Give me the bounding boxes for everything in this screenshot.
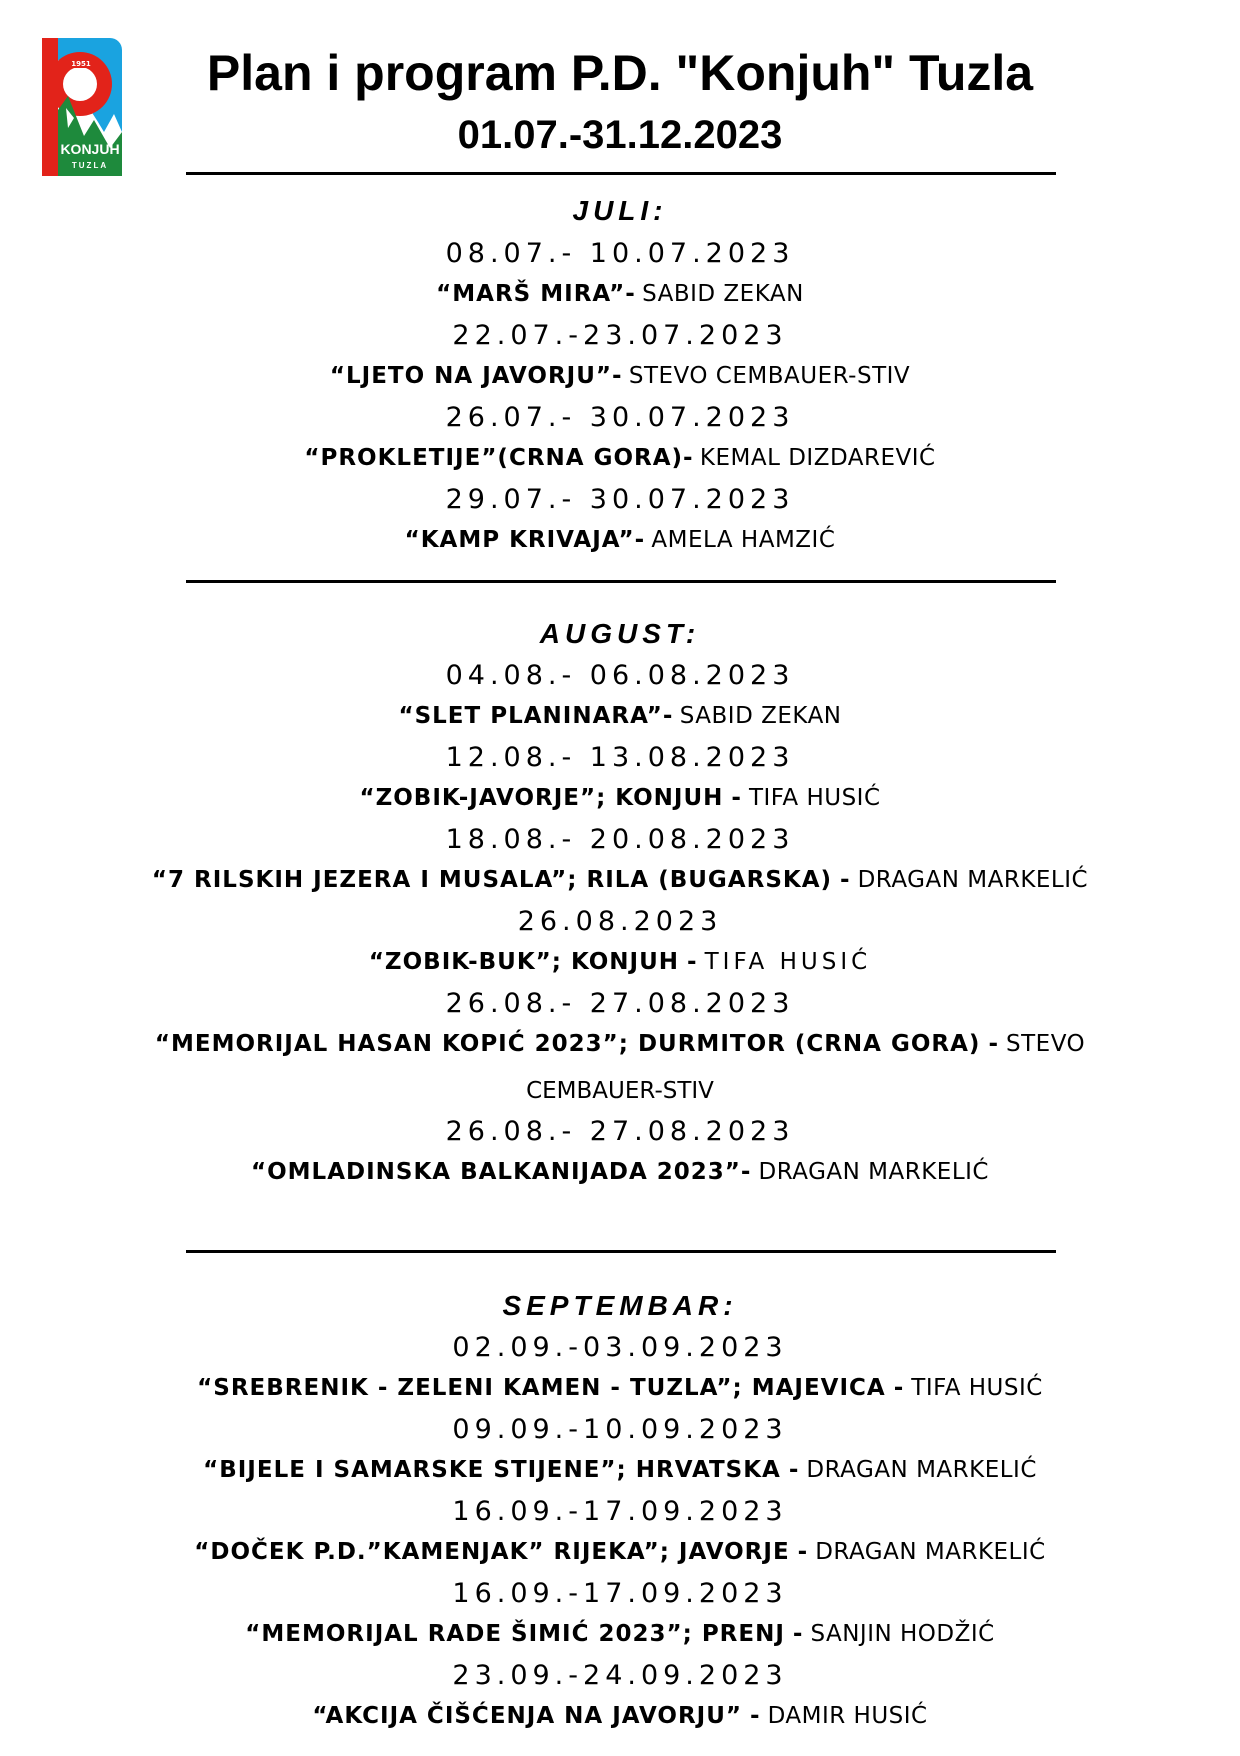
event-title: “SREBRENIK - ZELENI KAMEN - TUZLA”; MAJEVICA: [197, 1375, 886, 1401]
event-separator: -: [780, 1457, 807, 1483]
event-leader: DRAGAN MARKELIĆ: [815, 1539, 1046, 1565]
logo-city: TUZLA: [71, 161, 109, 170]
event-line: [100, 1453, 1140, 1487]
logo-year: 1951: [71, 60, 91, 68]
event-line: [100, 277, 1140, 311]
event-title: “AKCIJA ČIŠĆENJA NA JAVORJU”: [312, 1703, 743, 1729]
event-date: 18.08.- 20.08.2023: [445, 824, 795, 855]
event-title: “7 RILSKIH JEZERA I MUSALA”; RILA (BUGARSKA): [151, 867, 833, 893]
event-title: “OMLADINSKA BALKANIJADA 2023”: [251, 1159, 741, 1185]
divider: [186, 172, 1056, 175]
event-separator: -: [980, 1031, 1007, 1057]
event-date: 29.07.- 30.07.2023: [445, 484, 795, 515]
event-leader: TIFA HUSIĆ: [911, 1375, 1043, 1401]
event-line: [100, 1699, 1140, 1733]
event-line: [100, 945, 1140, 979]
event-title: “DOČEK P.D.”KAMENJAK” RIJEKA”; JAVORJE: [194, 1539, 790, 1565]
event-leader: STEVO CEMBAUER-STIV: [628, 363, 911, 389]
event-date: 22.07.-23.07.2023: [452, 320, 788, 351]
event-line: [100, 1027, 1140, 1061]
event-leader: SABID ZEKAN: [679, 703, 842, 729]
month-heading: SEPTEMBAR:: [502, 1290, 738, 1321]
event-leader-continued: CEMBAUER-STIV: [526, 1078, 714, 1104]
divider: [186, 1250, 1056, 1253]
event-line: [100, 863, 1140, 897]
event-title: “ZOBIK-BUK”; KONJUH: [368, 949, 680, 975]
event-separator: -: [723, 785, 749, 811]
event-leader: TIFA HUSIĆ: [704, 949, 872, 975]
event-line: [100, 441, 1140, 475]
event-line: [100, 1617, 1140, 1651]
event-leader: SABID ZEKAN: [642, 281, 804, 307]
event-line: [100, 359, 1140, 393]
logo-name: KONJUH: [60, 141, 120, 157]
event-date: 26.08.- 27.08.2023: [445, 1116, 795, 1147]
event-date: 09.09.-10.09.2023: [452, 1414, 788, 1445]
event-date: 04.08.- 06.08.2023: [445, 660, 795, 691]
page-title: Plan i program P.D. "Konjuh" Tuzla: [206, 45, 1034, 101]
event-line: [100, 781, 1140, 815]
event-line: [100, 523, 1140, 557]
event-title: “ZOBIK-JAVORJE”; KONJUH: [359, 785, 724, 811]
event-title: “LJETO NA JAVORJU”: [329, 363, 613, 389]
event-leader: AMELA HAMZIĆ: [651, 527, 836, 553]
event-date: 16.09.-17.09.2023: [452, 1578, 788, 1609]
event-separator: -: [683, 445, 693, 471]
event-line: [100, 1155, 1140, 1189]
event-title: “PROKLETIJE”(CRNA GORA): [304, 445, 684, 471]
month-heading: JULI:: [572, 195, 668, 226]
event-date: 23.09.-24.09.2023: [452, 1660, 788, 1691]
event-leader: DRAGAN MARKELIĆ: [806, 1457, 1037, 1483]
event-leader: KEMAL DIZDAREVIĆ: [699, 445, 936, 471]
event-title: “MEMORIJAL HASAN KOPIĆ 2023”; DURMITOR (CRNA GORA): [154, 1031, 981, 1057]
event-title: “KAMP KRIVAJA”: [404, 527, 635, 553]
event-separator: -: [662, 703, 673, 729]
event-title: “MARŠ MIRA”: [436, 281, 626, 307]
divider: [186, 580, 1056, 583]
event-leader: DAMIR HUSIĆ: [767, 1703, 928, 1729]
event-separator: -: [612, 363, 622, 389]
event-leader: TIFA HUSIĆ: [748, 785, 881, 811]
event-separator: -: [784, 1621, 811, 1647]
event-title: “BIJELE I SAMARSKE STIJENE”; HRVATSKA: [203, 1457, 781, 1483]
event-separator: -: [832, 867, 858, 893]
event-leader: STEVO: [1006, 1031, 1086, 1057]
event-title: “MEMORIJAL RADE ŠIMIĆ 2023”; PRENJ: [245, 1621, 785, 1647]
event-date: 26.08.- 27.08.2023: [445, 988, 795, 1019]
event-separator: -: [742, 1703, 768, 1729]
event-date: 16.09.-17.09.2023: [452, 1496, 788, 1527]
event-separator: -: [634, 527, 645, 553]
event-leader: DRAGAN MARKELIĆ: [857, 867, 1089, 893]
event-separator: -: [679, 949, 705, 975]
event-separator: -: [740, 1159, 759, 1185]
page-period: 01.07.-31.12.2023: [457, 113, 783, 157]
event-date: 12.08.- 13.08.2023: [445, 742, 795, 773]
event-title: “SLET PLANINARA”: [398, 703, 663, 729]
event-date: 08.07.- 10.07.2023: [445, 238, 795, 269]
event-leader: SANJIN HODŽIĆ: [810, 1621, 995, 1647]
event-separator: -: [885, 1375, 912, 1401]
event-line: [100, 1535, 1140, 1569]
event-line: [100, 1371, 1140, 1405]
event-separator: -: [625, 281, 635, 307]
event-separator: -: [789, 1539, 816, 1565]
event-line: [100, 699, 1140, 733]
event-date: 26.08.2023: [517, 906, 723, 937]
event-date: 26.07.- 30.07.2023: [445, 402, 795, 433]
event-leader: DRAGAN MARKELIĆ: [758, 1159, 989, 1185]
club-logo: [38, 36, 124, 178]
event-date: 02.09.-03.09.2023: [452, 1332, 788, 1363]
month-heading: AUGUST:: [539, 618, 701, 649]
